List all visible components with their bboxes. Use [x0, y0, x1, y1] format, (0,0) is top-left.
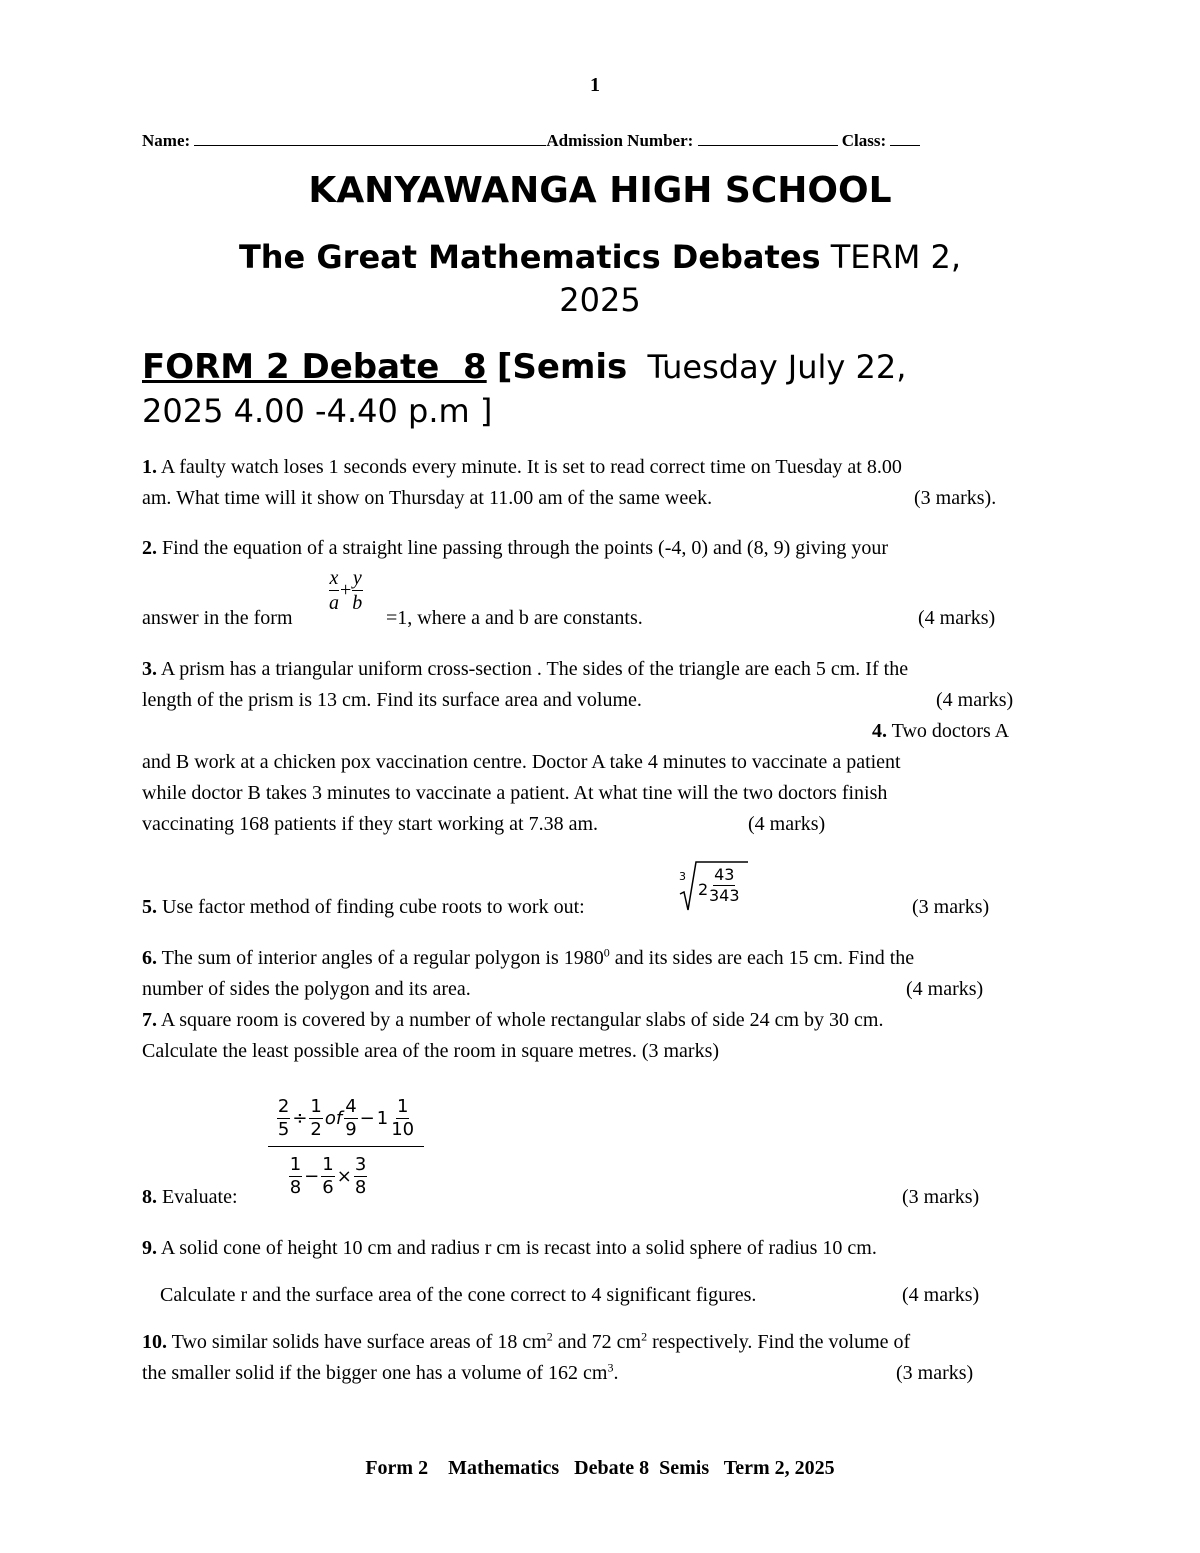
- fraction-denominator: 5: [277, 1118, 290, 1140]
- plus-sign: +: [340, 579, 352, 601]
- admission-number-field[interactable]: [698, 127, 838, 146]
- fraction-numerator: 3: [354, 1153, 367, 1175]
- fraction-denominator: 8: [289, 1176, 302, 1198]
- question-text: A solid cone of height 10 cm and radius r cm is recast into a solid sphere of radius 10 cm.: [157, 1237, 877, 1259]
- question-text: The sum of interior angles of a regular polygon is 1980: [157, 947, 604, 969]
- question-9-line-2: Calculate r and the surface area of the cone correct to 4 significant figures.: [160, 1284, 757, 1306]
- debate-date: Tuesday July 22,: [647, 348, 907, 386]
- numerator: 43: [714, 865, 735, 884]
- question-5-marks: (3 marks): [912, 896, 990, 918]
- question-9-marks: (4 marks): [902, 1284, 980, 1306]
- class-label: Class:: [841, 131, 887, 150]
- subtitle-bold: The Great Mathematics Debates: [238, 238, 821, 276]
- question-text: length of the prism is 13 cm. Find its surface area and volume.: [142, 689, 642, 711]
- debate-heading: [142, 345, 906, 433]
- complex-numerator: [268, 1090, 424, 1146]
- question-2-marks: (4 marks): [918, 607, 996, 629]
- debate-time: 2025 4.00 -4.40 p.m ]: [142, 392, 493, 430]
- b-denominator: b: [352, 592, 363, 614]
- fraction-numerator: 4: [345, 1095, 357, 1117]
- question-6-marks: (4 marks): [906, 978, 984, 1000]
- root-index: 3: [679, 870, 686, 883]
- x-numerator: x: [329, 567, 339, 589]
- question-text: and its sides are each 15 cm. Find the: [609, 947, 915, 969]
- question-text: respectively. Find the volume of: [647, 1331, 911, 1353]
- question-text: number of sides the polygon and its area.: [142, 978, 471, 1000]
- question-text: while doctor B takes 3 minutes to vaccinate a patient. At what tine will the two doctors finish: [142, 782, 888, 804]
- intercept-form-fraction: [328, 568, 363, 613]
- question-number: 3.: [142, 658, 157, 680]
- admission-number-label: Admission Number:: [546, 131, 694, 150]
- page-number: 1: [590, 74, 600, 96]
- question-number: 1.: [142, 456, 157, 478]
- question-10: [142, 1327, 910, 1389]
- form-debate-label: FORM 2 Debate 8: [142, 347, 487, 387]
- complex-denominator: [268, 1147, 424, 1205]
- subtitle-year: 2025: [559, 281, 641, 319]
- name-label: Name:: [142, 131, 191, 150]
- mixed-whole: 2: [698, 880, 709, 899]
- question-1-marks: (3 marks).: [914, 487, 997, 509]
- complex-fraction: [268, 1090, 424, 1205]
- question-number: 10.: [142, 1331, 167, 1353]
- minus-sign: −: [304, 1165, 320, 1187]
- question-1: [142, 452, 902, 514]
- divide-sign: ÷: [292, 1107, 308, 1129]
- question-number: 7.: [142, 1009, 157, 1031]
- question-number: 5.: [142, 896, 157, 918]
- fraction-numerator: 1: [396, 1095, 409, 1117]
- fraction-denominator: 8: [354, 1176, 367, 1198]
- question-2-line-2: answer in the form: [142, 607, 293, 629]
- y-numerator: y: [352, 567, 362, 589]
- minus-sign: −: [359, 1107, 375, 1129]
- question-text: Calculate the least possible area of the room in square metres. (3 marks): [142, 1040, 720, 1062]
- question-text: and B work at a chicken pox vaccination centre. Doctor A take 4 minutes to vaccinate a patient: [142, 751, 901, 773]
- question-text: A prism has a triangular uniform cross-section . The sides of the triangle are each 5 cm. If the: [157, 658, 909, 680]
- class-field[interactable]: [890, 127, 920, 146]
- question-text: .: [613, 1362, 619, 1384]
- cube-root-expression: [678, 858, 758, 918]
- cubed-superscript: 3: [607, 1360, 614, 1375]
- question-number: 4.: [872, 720, 887, 742]
- question-text: the smaller solid if the bigger one has a volume of 162 cm: [142, 1362, 608, 1384]
- question-6: [142, 943, 914, 1005]
- times-sign: ×: [336, 1165, 352, 1187]
- question-text: Two similar solids have surface areas of 18 cm: [167, 1331, 547, 1353]
- name-field[interactable]: [194, 127, 546, 146]
- question-text: Use factor method of finding cube roots to work out:: [157, 896, 585, 918]
- question-number: 2.: [142, 537, 157, 559]
- of-word: of: [324, 1107, 343, 1129]
- question-3: [142, 654, 908, 716]
- question-9: [142, 1233, 877, 1264]
- fraction-denominator: 6: [322, 1176, 334, 1198]
- question-number: 6.: [142, 947, 157, 969]
- a-denominator: a: [329, 592, 339, 614]
- question-text: A faulty watch loses 1 seconds every minute. It is set to read correct time on Tuesday at 8.00: [157, 456, 902, 478]
- question-text: A square room is covered by a number of whole rectangular slabs of side 24 cm by 30 cm.: [157, 1009, 884, 1031]
- question-8: [142, 1182, 238, 1213]
- question-text: Evaluate:: [157, 1186, 238, 1208]
- semis-label: [Semis: [496, 347, 628, 387]
- question-4-marks: (4 marks): [748, 813, 826, 835]
- question-text: am. What time will it show on Thursday at 11.00 am of the same week.: [142, 487, 713, 509]
- fraction-denominator: 10: [391, 1118, 415, 1140]
- fraction-numerator: 1: [310, 1095, 322, 1117]
- question-number: 9.: [142, 1237, 157, 1259]
- student-details-header: [142, 127, 920, 151]
- exam-subtitle: [0, 236, 1200, 322]
- mixed-whole: 1: [376, 1107, 389, 1129]
- denominator: 343: [709, 886, 740, 905]
- question-3-marks: (4 marks): [936, 689, 1014, 711]
- squared-superscript: 2: [641, 1329, 648, 1344]
- question-7: [142, 1005, 883, 1067]
- squared-superscript: 2: [546, 1329, 553, 1344]
- fraction-numerator: 1: [322, 1153, 334, 1175]
- question-2-line-2b: =1, where a and b are constants.: [386, 607, 643, 629]
- question-text: Find the equation of a straight line passing through the points (-4, 0) and (8, 9) giving your: [157, 537, 888, 559]
- fraction-denominator: 2: [310, 1118, 322, 1140]
- subtitle-term: TERM 2,: [820, 238, 962, 276]
- degree-superscript: 0: [603, 945, 610, 960]
- question-text: and 72 cm: [552, 1331, 642, 1353]
- question-text: vaccinating 168 patients if they start working at 7.38 am.: [142, 813, 598, 835]
- question-number: 8.: [142, 1186, 157, 1208]
- fraction-denominator: 9: [345, 1118, 357, 1140]
- page-footer: Form 2 Mathematics Debate 8 Semis Term 2, 2025: [365, 1457, 835, 1479]
- question-8-marks: (3 marks): [902, 1186, 980, 1208]
- question-10-marks: (3 marks): [896, 1362, 974, 1384]
- question-4-start: [872, 716, 1009, 747]
- fraction-numerator: 1: [289, 1153, 302, 1175]
- question-text: Two doctors A: [887, 720, 1010, 742]
- question-2: [142, 533, 888, 564]
- mixed-fraction: [708, 867, 741, 904]
- school-name: KANYAWANGA HIGH SCHOOL: [308, 170, 892, 211]
- fraction-numerator: 2: [277, 1095, 290, 1117]
- question-5: [142, 892, 585, 923]
